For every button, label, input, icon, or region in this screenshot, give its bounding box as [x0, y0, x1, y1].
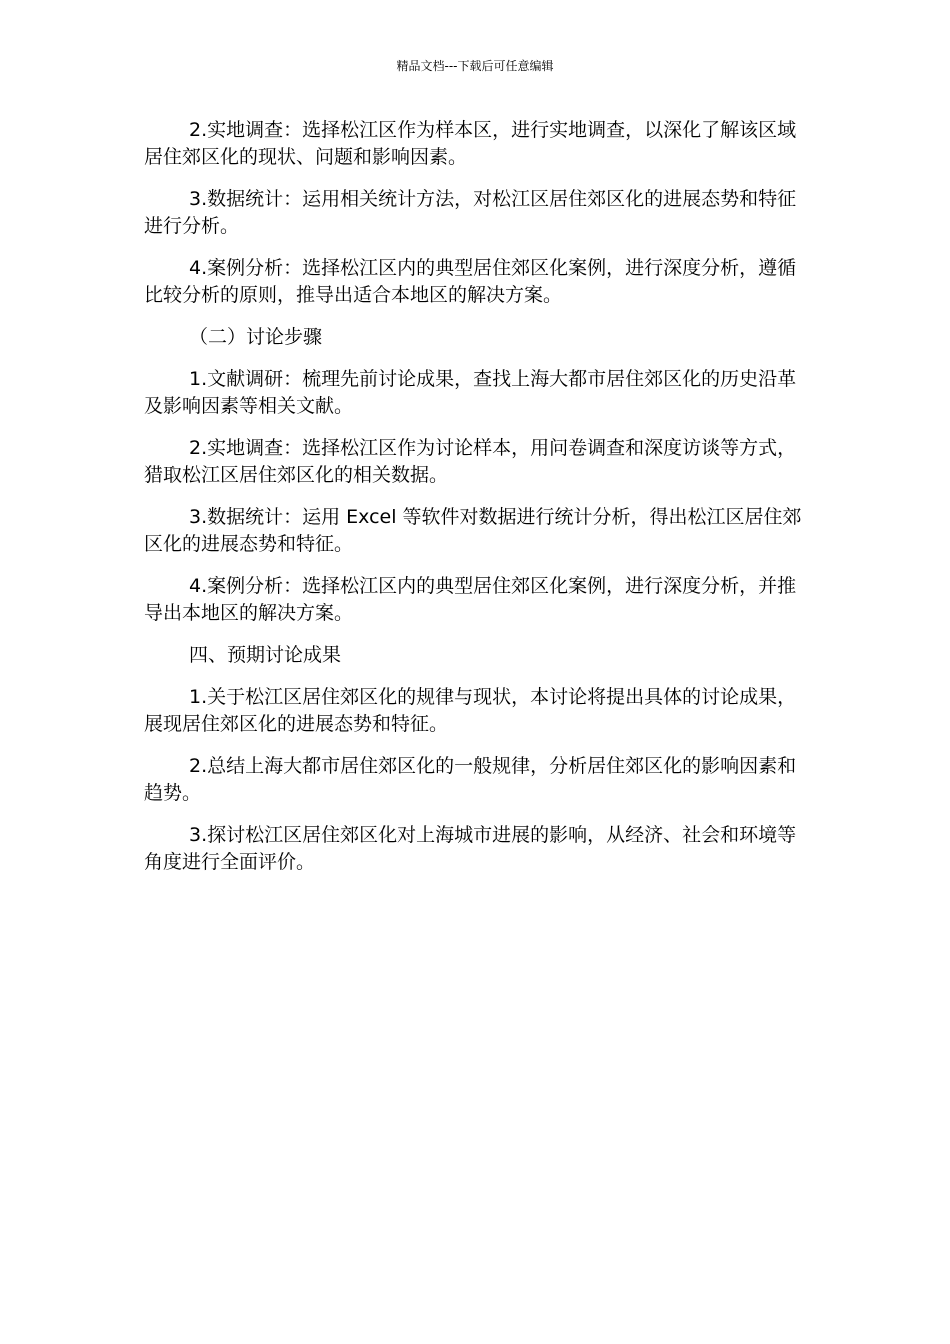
paragraph-result-1: 1.关于松江区居住郊区化的规律与现状，本讨论将提出具体的讨论成果，展现居住郊区化的进展态势和特征。: [144, 686, 797, 735]
paragraph-case-analysis: 4.案例分析：选择松江区内的典型居住郊区化案例，进行深度分析，遵循比较分析的原则，推导出适合本地区的解决方案。: [144, 257, 797, 306]
page-header: 精品文档---下载后可任意编辑: [396, 59, 554, 73]
paragraph-field-survey: 2.实地调查：选择松江区作为样本区，进行实地调查，以深化了解该区域居住郊区化的现状、问题和影响因素。: [144, 119, 797, 168]
paragraph-result-2: 2.总结上海大都市居住郊区化的一般规律，分析居住郊区化的影响因素和趋势。: [144, 755, 797, 804]
paragraph-data-statistics: 3.数据统计：运用相关统计方法，对松江区居住郊区化的进展态势和特征进行分析。: [144, 188, 797, 237]
paragraph-step-field-survey: 2.实地调查：选择松江区作为讨论样本，用问卷调查和深度访谈等方式，猎取松江区居住郊区化的相关数据。: [144, 437, 797, 486]
paragraph-literature-research: 1.文献调研：梳理先前讨论成果，查找上海大都市居住郊区化的历史沿革及影响因素等相关文献。: [144, 368, 797, 417]
paragraph-step-data-statistics: 3.数据统计：运用 Excel 等软件对数据进行统计分析，得出松江区居住郊区化的进展态势和特征。: [144, 506, 802, 555]
paragraph-step-case-analysis: 4.案例分析：选择松江区内的典型居住郊区化案例，进行深度分析，并推导出本地区的解决方案。: [144, 575, 797, 624]
section-heading-expected-results: 四、预期讨论成果: [189, 644, 342, 666]
document-body: [144, 117, 804, 891]
section-heading-steps: （二）讨论步骤: [189, 326, 323, 348]
paragraph-result-3: 3.探讨松江区居住郊区化对上海城市进展的影响，从经济、社会和环境等角度进行全面评价。: [144, 824, 797, 873]
